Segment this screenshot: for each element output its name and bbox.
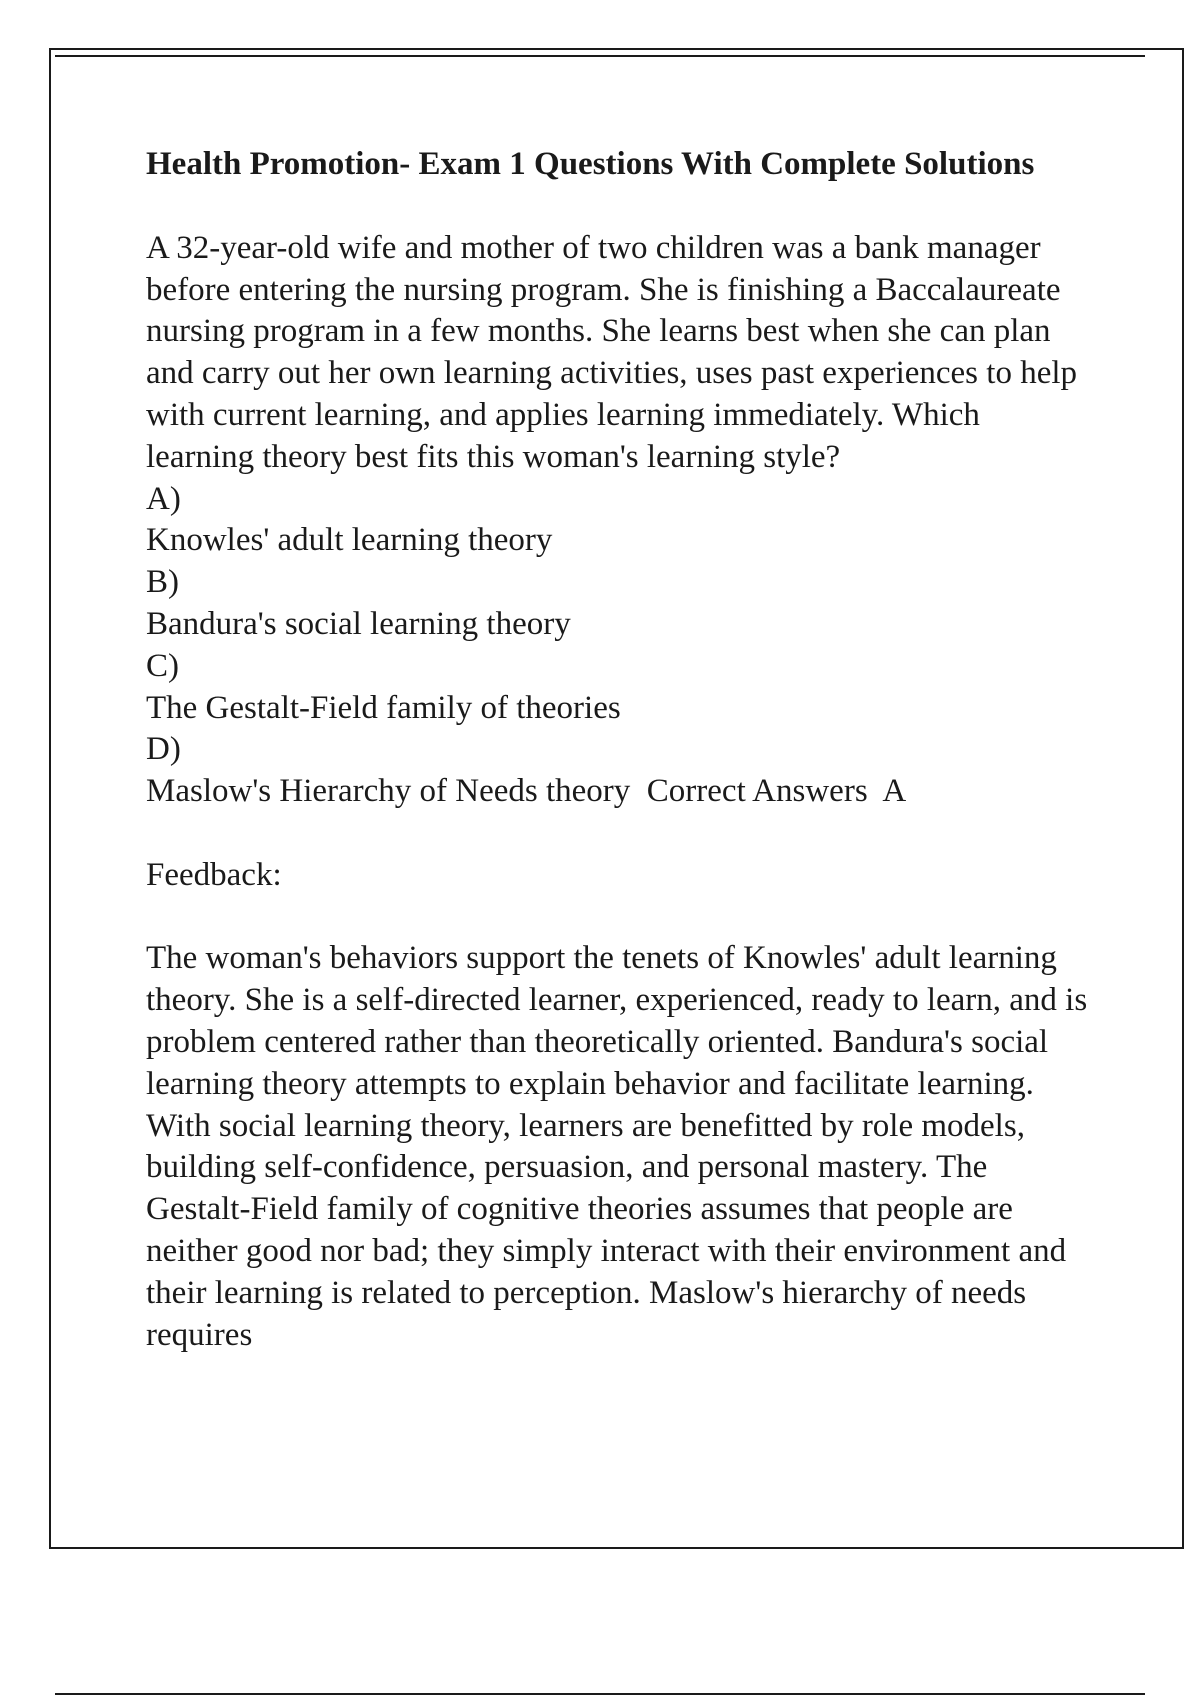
option-c-text: The Gestalt-Field family of theories [146, 689, 621, 726]
spacer [146, 813, 1096, 855]
feedback-label: Feedback: [146, 856, 282, 893]
header-rule [55, 55, 1145, 57]
feedback-text: The woman's behaviors support the tenets of Knowles' adult learning theory. She is a self-directed learner, experienced, ready to learn, and is problem centered rather than theoretically oriented. Bandura's social learning theory attempts to explain behavior and facilitate learning. With social learning theory, learners are benefitted by role models, building self-confidence, persuasion, and personal mastery. The Gestalt-Field family of cognitive theories assumes that people are neither good nor bad; they simply interact with their environment and their learning is related to perception. Maslow's hierarchy of needs requires [146, 940, 1088, 1353]
option-b-letter: B) [146, 564, 179, 601]
option-b-text: Bandura's social learning theory [146, 605, 571, 642]
option-a-letter: A) [146, 480, 181, 517]
footer-rule [55, 1693, 1145, 1695]
option-d-text: Maslow's Hierarchy of Needs theory Correct Answers A [146, 773, 907, 810]
option-a-text: Knowles' adult learning theory [146, 522, 553, 559]
options-list [146, 479, 1096, 813]
option-c-letter: C) [146, 647, 179, 684]
document-title: Health Promotion- Exam 1 Questions With Complete Solutions [146, 146, 1035, 182]
spacer [146, 897, 1096, 939]
question-text: A 32-year-old wife and mother of two children was a bank manager before entering the nursing program. She is finishing a Baccalaureate nursing program in a few months. She learns best when she can plan and carry out her own learning activities, uses past experiences to help with current learning, and applies learning immediately. Which learning theory best fits this woman's learning style? [146, 229, 1078, 475]
option-d-letter: D) [146, 731, 181, 768]
document-body [146, 144, 1096, 1356]
